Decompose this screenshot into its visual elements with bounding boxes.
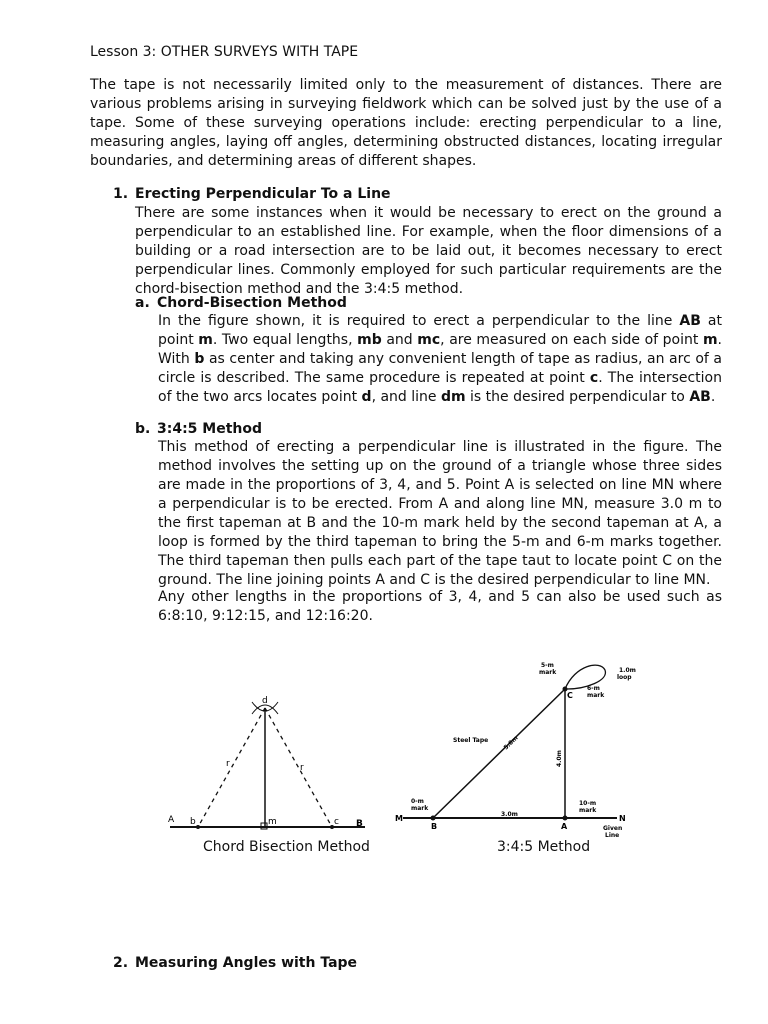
radius-line-b [198,708,265,827]
radius-line-c [265,708,332,827]
label-given: Given [603,825,623,832]
label-C: C [567,691,573,700]
label-A: A [168,815,175,825]
subsection-a-heading [135,295,347,311]
subsection-a-letter: a. [135,295,150,311]
label-c: c [334,817,339,827]
label-5m: 5-m [541,662,554,669]
subsection-a-title: Chord-Bisection Method [157,295,347,311]
tape-bc [433,689,565,818]
label-4m-length: 4.0m [556,750,563,767]
subsection-b-letter: b. [135,421,151,437]
label-given-line: Line [605,832,620,839]
label-m: m [268,817,277,827]
label-loop-length: 1.0m [619,667,636,674]
label-10m-mark: mark [579,807,597,814]
label-N: N [619,814,626,823]
section-1-title: Erecting Perpendicular To a Line [135,186,391,202]
label-10m: 10-m [579,800,597,807]
label-5m-length: 5.0m [502,734,520,752]
label-steel-tape: Steel Tape [453,737,489,744]
label-B: B [356,819,363,829]
point-A [563,816,568,821]
point-b [196,825,200,829]
chord-bisection-figure [160,690,380,840]
label-r-left: r [226,759,230,769]
label-3m-length: 3.0m [501,811,518,818]
subsection-b-heading [135,421,262,437]
point-B [431,816,436,821]
section-2-heading [113,955,357,971]
lesson-title: Lesson 3: OTHER SURVEYS WITH TAPE [90,44,359,60]
subsection-b-title: 3:4:5 Method [157,421,263,437]
section-2-title: Measuring Angles with Tape [135,955,358,971]
label-0m: 0-m [411,798,424,805]
chord-caption: Chord Bisection Method [203,839,370,855]
subsection-b-body: This method of erecting a perpendicular line is illustrated in the figure. The method involves the setting up on the ground of a triangle whose three sides are made in the proportions of 3, 4, and 5. Point A is selected on line MN where a perpendicular is to be erected. From A and along line MN, measure 3.0 m to the first tapeman at B and the 10-m mark held by the second tapeman at A, a loop is formed by the third tapeman to bring the 5-m and 6-m marks together. The third tapeman then pulls each part of the tape taut to locate point C on the ground. The line joining points A and C is the desired perpendicular to line MN. [158,439,722,588]
section-1-heading [113,186,391,202]
section-1-body: There are some instances when it would be necessary to erect on the ground a perpendicular to an established line. For example, when the floor dimensions of a building or a road intersection are to be laid out, it becomes necessary to erect perpendicular lines. Commonly employed for such particular requirements are the chord-bisection method and the 3:4:5 method. [135,205,722,297]
label-A: A [561,822,568,831]
subsection-b-extra: Any other lengths in the proportions of 3, 4, and 5 can also be used such as 6:8:10, 9:12:15, and 12:16:20. [158,589,722,624]
label-b: b [190,817,196,827]
label-M: M [395,814,403,823]
label-6m: 6-m [587,685,600,692]
label-loop: loop [617,674,632,681]
label-6m-mark: mark [587,692,605,699]
method-345-figure [395,655,645,840]
label-B: B [431,822,438,831]
label-0m-mark: mark [411,805,429,812]
label-r-right: r [300,763,304,773]
subsection-a-body: In the figure shown, it is required to erect a perpendicular to the line AB at point m. Two equal lengths, mb and mc, are measured on each side of point m. With b as center and taking any convenient length of tape as radius, an arc of a circle is described. The same procedure is repeated at point c. The intersection of the two arcs locates point d, and line dm is the desired perpendicular to AB. [158,313,722,405]
label-d: d [262,696,268,706]
intro-paragraph: The tape is not necessarily limited only to the measurement of distances. There are various problems arising in surveying fieldwork which can be solved just by the use of a tape. Some of these surveying operations include: erecting perpendicular to a line, measuring angles, laying off angles, determining obstructed distances, locating irregular boundaries, and determining areas of different shapes. [90,77,722,169]
label-5m-mark: mark [539,669,557,676]
method-345-caption: 3:4:5 Method [497,839,591,855]
section-2-number: 2. [113,955,129,971]
section-1-number: 1. [113,186,129,202]
